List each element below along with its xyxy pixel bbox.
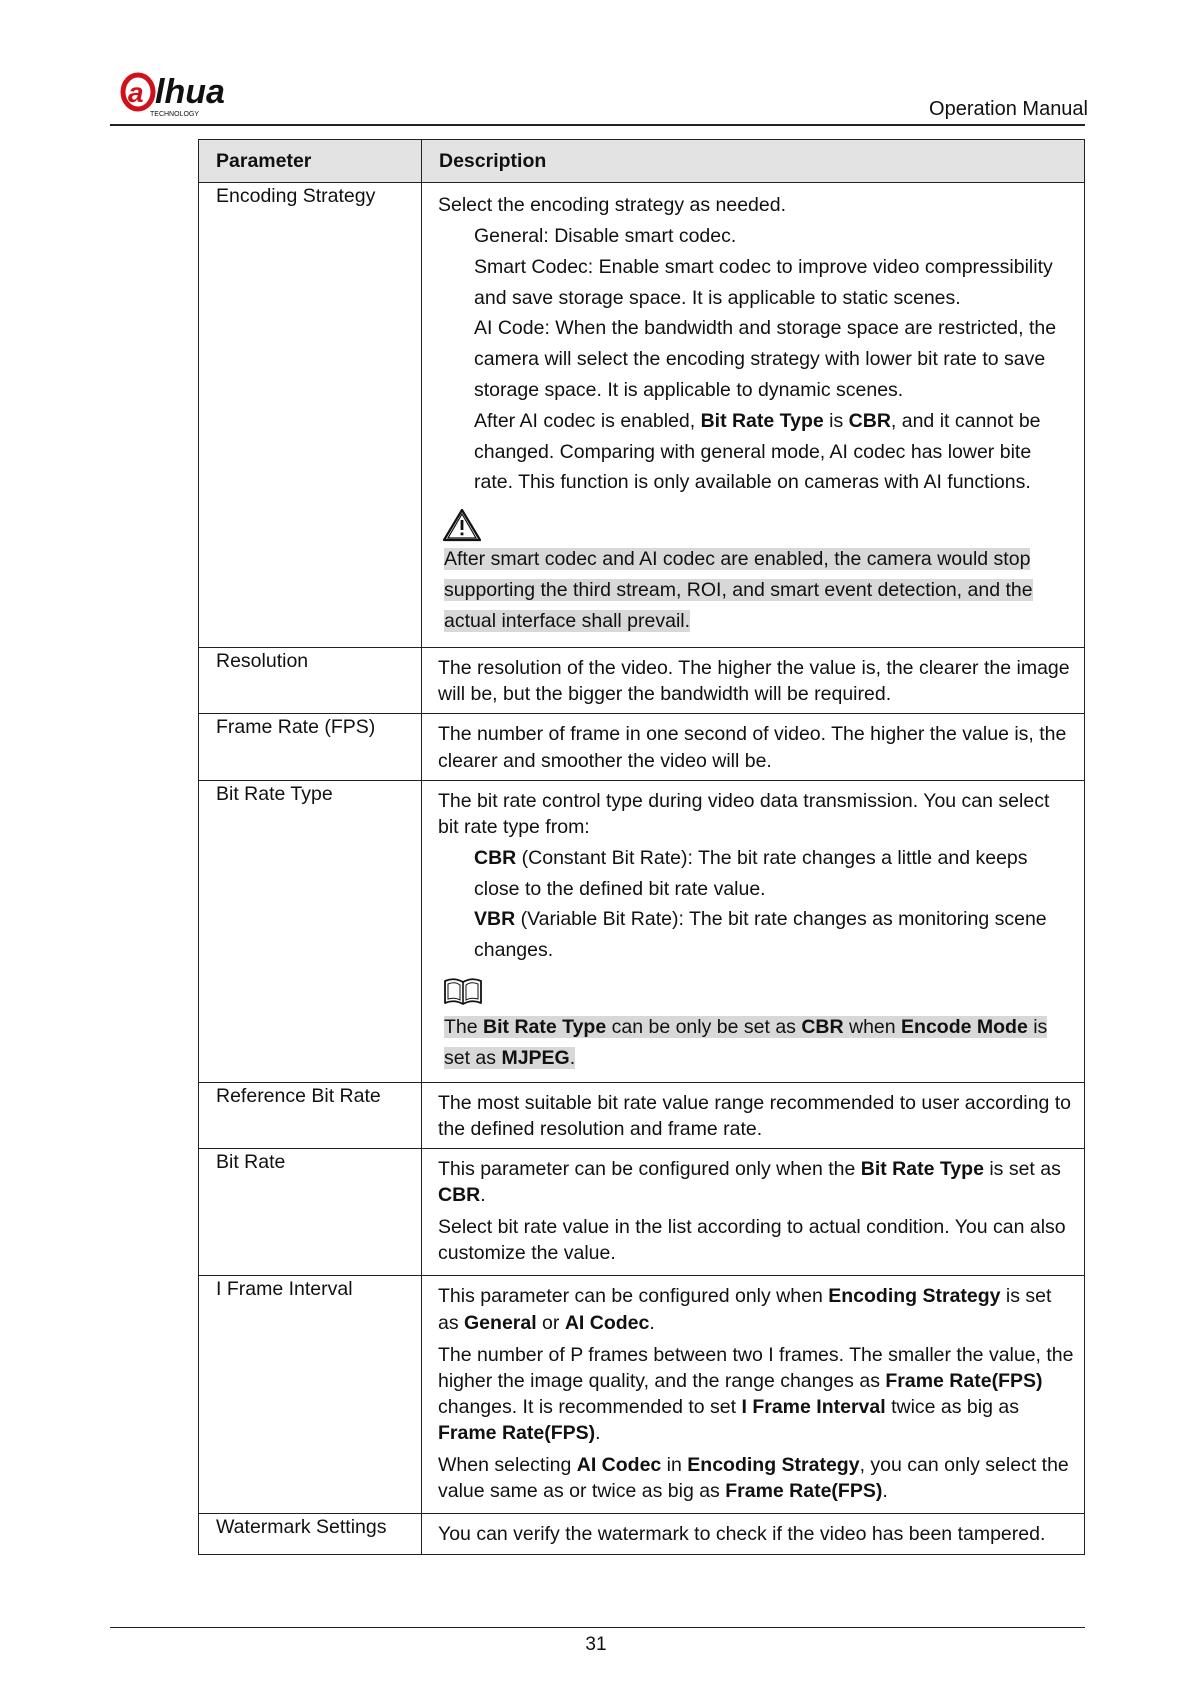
svg-text:lhua: lhua bbox=[155, 73, 225, 111]
list-item: Smart Codec: Enable smart codec to improve video compressibility and save storage space. It is applicable to static scenes. bbox=[474, 255, 1053, 309]
list-item: General: Disable smart codec. bbox=[474, 224, 737, 247]
table-row bbox=[199, 1276, 1085, 1514]
table-row bbox=[199, 183, 1085, 648]
table-row bbox=[199, 1148, 1085, 1276]
book-note-icon bbox=[442, 976, 1074, 1010]
param-name: Resolution bbox=[199, 648, 422, 714]
list-item: AI Code: When the bandwidth and storage space are restricted, the camera will select the encoding strategy with lower bit rate to save storage space. It is applicable to dynamic scenes. bbox=[474, 317, 1057, 401]
table-row bbox=[199, 780, 1085, 1082]
param-description: The most suitable bit rate value range recommended to user according to the defined resolution and frame rate. bbox=[422, 1082, 1085, 1148]
param-description: The number of frame in one second of video. The higher the value is, the clearer and smoother the video will be. bbox=[422, 714, 1085, 780]
dahua-logo bbox=[120, 70, 260, 120]
footer-divider bbox=[110, 1627, 1085, 1628]
param-description bbox=[422, 1276, 1085, 1514]
info-note: The Bit Rate Type can be only be set as CBR when Encode Mode is set as MJPEG. bbox=[444, 1016, 1048, 1069]
table-row bbox=[199, 714, 1085, 780]
description-text: The bit rate control type during video data transmission. You can select bit rate type from: bbox=[438, 789, 1050, 838]
param-name: Encoding Strategy bbox=[199, 183, 422, 648]
svg-text:a: a bbox=[128, 77, 144, 108]
description-text: The number of P frames between two I frames. The smaller the value, the higher the image quality, and the range changes as Frame Rate(FPS) changes. It is recommended to set I Frame Interval twice as big as Frame Rate(FPS). bbox=[438, 1343, 1074, 1444]
list-item: CBR (Constant Bit Rate): The bit rate changes a little and keeps close to the defined bit rate value. bbox=[474, 846, 1028, 900]
table-row bbox=[199, 1514, 1085, 1554]
table-row bbox=[199, 648, 1085, 714]
description-text: Select bit rate value in the list according to actual condition. You can also customize the value. bbox=[438, 1216, 1066, 1265]
column-header-description: Description bbox=[422, 140, 1085, 183]
document-title: Operation Manual bbox=[929, 98, 1088, 120]
warning-icon bbox=[442, 508, 1074, 542]
column-header-parameter: Parameter bbox=[199, 140, 422, 183]
description-text: Select the encoding strategy as needed. bbox=[438, 194, 786, 217]
header-divider bbox=[110, 124, 1085, 126]
param-description bbox=[422, 183, 1085, 648]
param-name: I Frame Interval bbox=[199, 1276, 422, 1514]
param-description bbox=[422, 1148, 1085, 1276]
list-item: After AI codec is enabled, Bit Rate Type is CBR, and it cannot be changed. Comparing with general mode, AI codec has lower bite rate. This function is only available on cameras with AI functions. bbox=[474, 409, 1041, 494]
param-description bbox=[422, 780, 1085, 1082]
description-text: This parameter can be configured only when Encoding Strategy is set as General or AI Codec. bbox=[438, 1285, 1052, 1334]
param-name: Watermark Settings bbox=[199, 1514, 422, 1554]
description-text: This parameter can be configured only when the Bit Rate Type is set as CBR. bbox=[438, 1157, 1061, 1206]
param-name: Bit Rate Type bbox=[199, 780, 422, 1082]
table-row bbox=[199, 1082, 1085, 1148]
caution-note: After smart codec and AI codec are enabled, the camera would stop supporting the third stream, ROI, and smart event detection, and the actual interface shall prevail. bbox=[444, 548, 1033, 632]
param-description: The resolution of the video. The higher the value is, the clearer the image will be, but the bigger the bandwidth will be required. bbox=[422, 648, 1085, 714]
description-text: When selecting AI Codec in Encoding Strategy, you can only select the value same as or twice as big as Frame Rate(FPS). bbox=[438, 1454, 1069, 1503]
param-name: Reference Bit Rate bbox=[199, 1082, 422, 1148]
parameter-table bbox=[198, 139, 1085, 1555]
param-description: You can verify the watermark to check if the video has been tampered. bbox=[422, 1514, 1085, 1554]
list-item: VBR (Variable Bit Rate): The bit rate changes as monitoring scene changes. bbox=[474, 908, 1047, 962]
param-name: Frame Rate (FPS) bbox=[199, 714, 422, 780]
svg-text:TECHNOLOGY: TECHNOLOGY bbox=[150, 111, 200, 118]
param-name: Bit Rate bbox=[199, 1148, 422, 1276]
page-number: 31 bbox=[585, 1634, 607, 1655]
table-header-row bbox=[199, 140, 1085, 183]
